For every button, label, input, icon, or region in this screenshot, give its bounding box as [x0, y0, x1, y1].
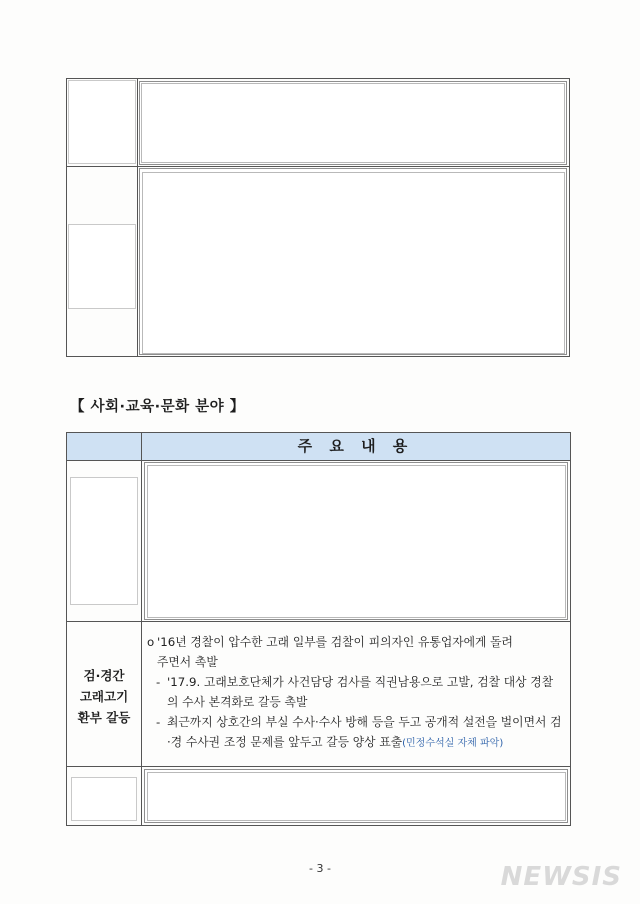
redaction-box: [70, 477, 138, 605]
redaction-box: [147, 772, 566, 821]
dash-marker: -: [156, 715, 161, 730]
row-label-line: 환부 갈등: [77, 709, 131, 725]
section-heading: 【 사회·교육·문화 분야 】: [70, 399, 245, 415]
bullet-text-cont: 주면서 촉발: [157, 654, 218, 669]
dash-marker: -: [156, 675, 161, 690]
row-label-line: 고래고기: [79, 688, 129, 704]
redaction-box: [142, 172, 565, 354]
watermark-logo: NEWSIS: [500, 862, 622, 892]
top-table: [66, 78, 570, 357]
bullet-text: '16년 경찰이 압수한 고래 일부를 검찰이 피의자인 유통업자에게 돌려: [157, 635, 513, 649]
redaction-box: [71, 777, 137, 821]
page-number: - 3 -: [309, 862, 331, 875]
redaction-box: [147, 465, 566, 618]
source-note: (민정수석실 자체 파악): [402, 737, 504, 749]
sub-bullet-text: '17.9. 고래보호단체가 사건담당 검사를 직권남용으로 고발, 검찰 대상 경찰의 수사 본격화로 갈등 촉발: [167, 675, 554, 709]
table-header: [67, 433, 570, 461]
sub-bullet: [147, 673, 564, 712]
sub-bullet-text: 최근까지 상호간의 부실 수사·수사 방해 등을 두고 공개적 설전을 벌이면서 검·경 수사권 조정 문제를 앞두고 갈등 양상 표출: [167, 715, 562, 749]
redaction-box: [68, 80, 136, 164]
redaction-box: [141, 83, 565, 163]
row-content: [147, 633, 564, 754]
redaction-box: [68, 224, 136, 309]
main-bullet: [147, 633, 564, 672]
bullet-marker: o: [147, 635, 155, 649]
row-label-line: 검·경간: [83, 667, 125, 683]
header-title: 주 요 내 용: [297, 437, 414, 455]
row-label: [67, 626, 141, 766]
sub-bullet: [147, 713, 564, 753]
main-table: [66, 432, 571, 826]
